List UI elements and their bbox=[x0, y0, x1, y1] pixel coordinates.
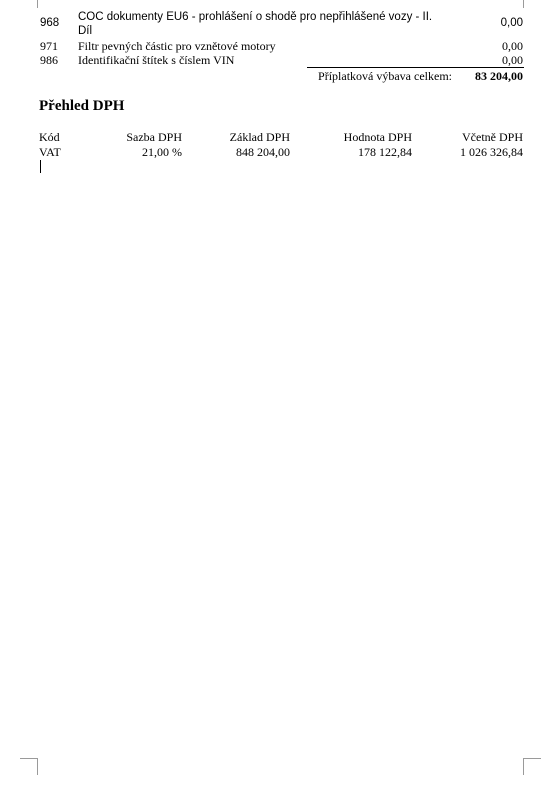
vat-row-code: VAT bbox=[39, 145, 61, 159]
vat-row-base: 848 204,00 bbox=[236, 145, 290, 159]
vat-row-total: 1 026 326,84 bbox=[460, 145, 523, 159]
item-code: 968 bbox=[40, 17, 60, 29]
item-description: Filtr pevných částic pro vznětové motory bbox=[78, 39, 276, 53]
crop-mark-bottom-right-h bbox=[524, 758, 541, 759]
crop-mark-bottom-left-h bbox=[20, 758, 37, 759]
item-code: 971 bbox=[40, 39, 58, 53]
crop-mark-top-left bbox=[37, 0, 38, 8]
vat-header-code: Kód bbox=[39, 130, 60, 144]
crop-mark-bottom-left-v bbox=[37, 758, 38, 775]
vat-header-total: Včetně DPH bbox=[462, 130, 523, 144]
text-cursor[interactable] bbox=[40, 160, 41, 173]
item-code: 986 bbox=[40, 53, 58, 67]
total-separator-line bbox=[307, 67, 524, 68]
vat-header-vat: Hodnota DPH bbox=[343, 130, 412, 144]
vat-section-title: Přehled DPH bbox=[39, 98, 125, 114]
vat-header-rate: Sazba DPH bbox=[126, 130, 182, 144]
item-description-continued: Díl bbox=[78, 25, 93, 37]
item-price: 0,00 bbox=[502, 39, 523, 53]
extras-total-value: 83 204,00 bbox=[475, 69, 523, 83]
vat-row-vat: 178 122,84 bbox=[358, 145, 412, 159]
extras-total-label: Příplatková výbava celkem: bbox=[318, 69, 452, 83]
item-price: 0,00 bbox=[502, 53, 523, 67]
vat-row-rate: 21,00 % bbox=[142, 145, 182, 159]
vat-header-base: Základ DPH bbox=[229, 130, 290, 144]
item-description: Identifikační štítek s číslem VIN bbox=[78, 53, 235, 67]
item-description: COC dokumenty EU6 - prohlášení o shodě pro nepřihlášené vozy - II. bbox=[78, 11, 433, 23]
crop-mark-top-right bbox=[523, 0, 524, 8]
crop-mark-bottom-right-v bbox=[523, 758, 524, 775]
item-price: 0,00 bbox=[500, 17, 523, 29]
